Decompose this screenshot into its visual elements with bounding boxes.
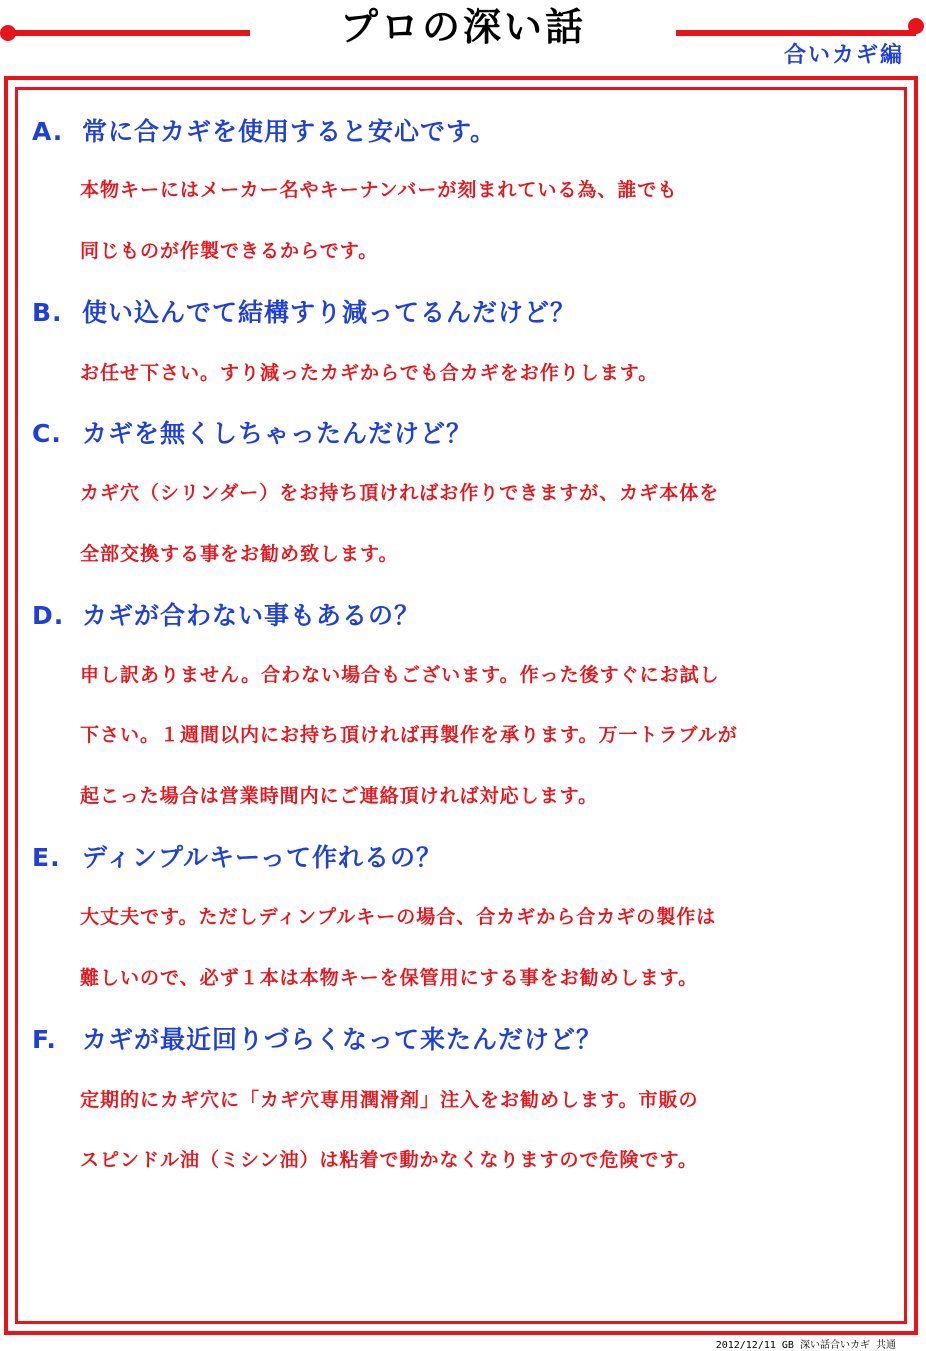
question-id: D. bbox=[32, 601, 65, 630]
answer-d-line-3: 起こった場合は営業時間内にご連絡頂ければ対応します。 bbox=[80, 785, 599, 807]
question-id: B. bbox=[32, 298, 63, 327]
question-text: 使い込んでて結構すり減ってるんだけど？ bbox=[82, 298, 577, 327]
question-e bbox=[32, 840, 442, 876]
answer-a-line-2: 同じものが作製できるからです。 bbox=[80, 240, 379, 262]
answer-c-line-2: 全部交換する事をお勧め致します。 bbox=[80, 543, 399, 565]
question-text: カギを無くしちゃったんだけど？ bbox=[82, 419, 473, 448]
question-text: 常に合カギを使用すると安心です。 bbox=[82, 117, 497, 146]
question-f bbox=[32, 1022, 602, 1058]
answer-b-line-1: お任せ下さい。すり減ったカギからでも合カギをお作りします。 bbox=[80, 362, 659, 384]
question-text: カギが最近回りづらくなって来たんだけど？ bbox=[82, 1025, 603, 1054]
answer-f-line-2: スピンドル油（ミシン油）は粘着で動かなくなりますので危険です。 bbox=[80, 1149, 699, 1171]
footer-note: 2012/12/11 GB 深い話合いカギ 共通 bbox=[715, 1340, 896, 1351]
answer-a-line-1: 本物キーにはメーカー名やキーナンバーが刻まれている為、誰でも bbox=[80, 179, 678, 201]
answer-d-line-1: 申し訳ありません。合わない場合もございます。作った後すぐにお試し bbox=[80, 664, 720, 686]
answer-e-line-2: 難しいので、必ず１本は本物キーを保管用にする事をお勧めします。 bbox=[80, 967, 699, 989]
question-id: A. bbox=[32, 117, 64, 146]
answer-e-line-1: 大丈夫です。ただしディンプルキーの場合、合カギから合カギの製作は bbox=[80, 906, 717, 928]
question-text: カギが合わない事もあるの？ bbox=[82, 601, 421, 630]
question-b bbox=[32, 295, 576, 331]
question-d bbox=[32, 598, 420, 634]
question-id: C. bbox=[32, 419, 62, 448]
question-id: F. bbox=[32, 1025, 57, 1054]
answer-f-line-1: 定期的にカギ穴に「カギ穴専用潤滑剤」注入をお勧めします。市販の bbox=[80, 1089, 699, 1111]
question-id: E. bbox=[32, 843, 61, 872]
answer-c-line-1: カギ穴（シリンダー）をお持ち頂ければお作りできますが、カギ本体を bbox=[80, 482, 720, 504]
inner-frame bbox=[15, 87, 907, 1324]
answer-d-line-2: 下さい。１週間以内にお持ち頂ければ再製作を承ります。万一トラブルが bbox=[80, 724, 738, 746]
question-c bbox=[32, 416, 472, 452]
question-text: ディンプルキーって作れるの？ bbox=[82, 843, 443, 872]
question-a bbox=[32, 114, 496, 150]
page-title: プロの深い話 bbox=[339, 5, 586, 49]
page-subtitle: 合いカギ編 bbox=[783, 43, 904, 68]
